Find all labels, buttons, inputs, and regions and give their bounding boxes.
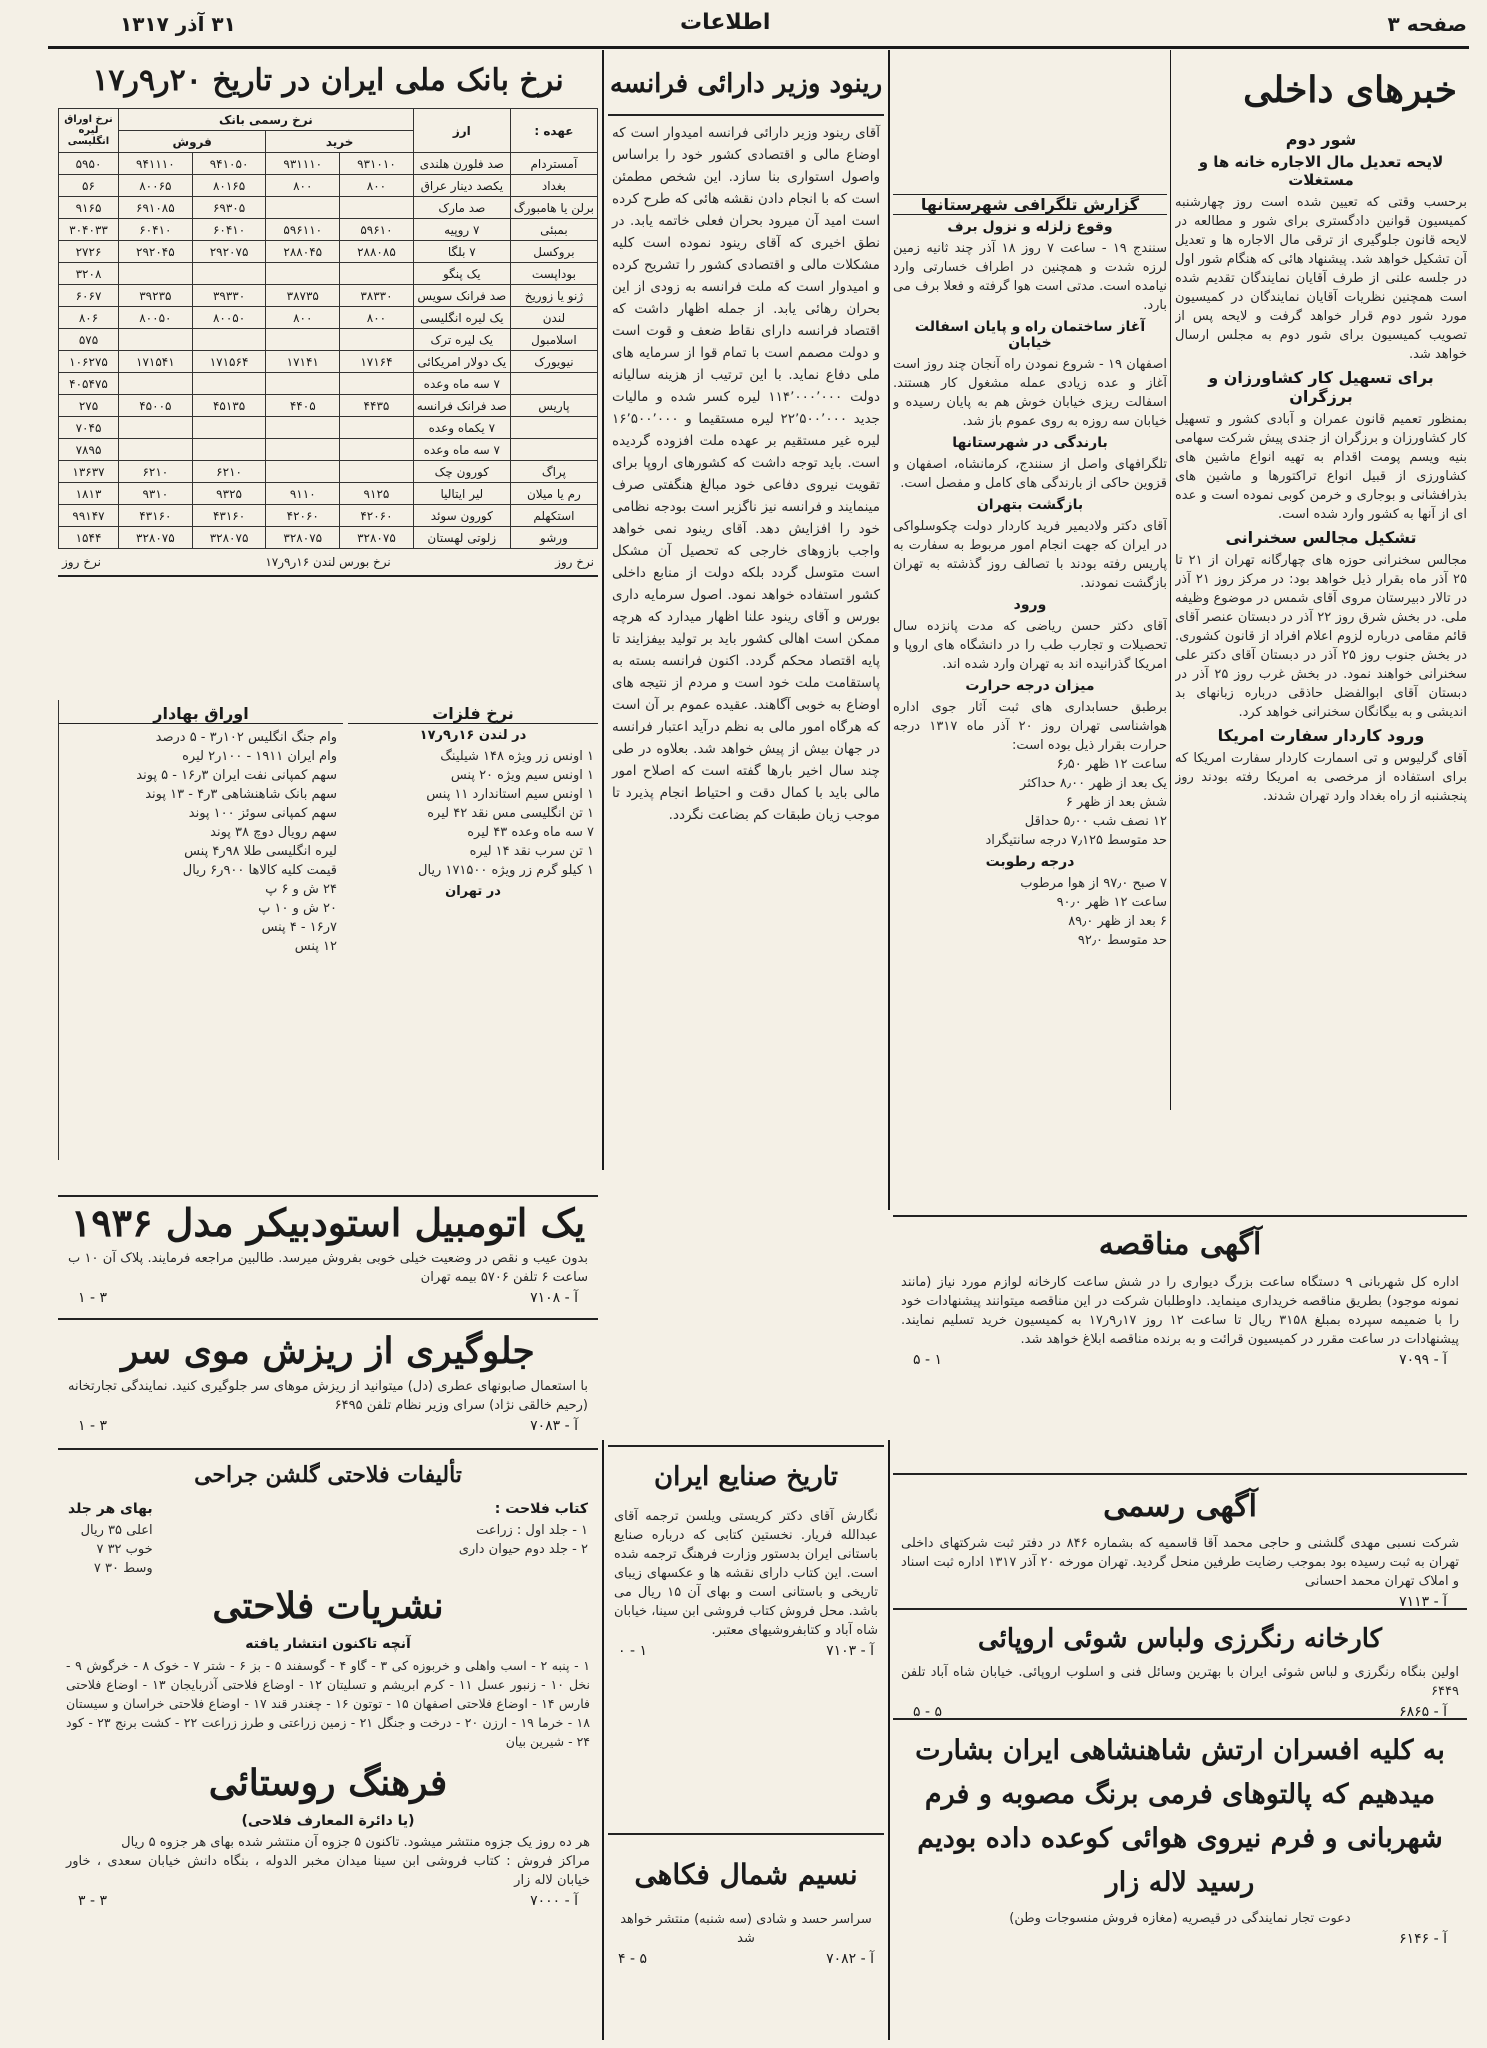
tender-ad [893, 1215, 1467, 1475]
bank-rate-cell: ۲۸۸۰۴۵ [266, 241, 340, 263]
humor-ad [608, 1840, 884, 2040]
bank-rate-cell: اسلامبول [510, 329, 597, 351]
bond-price-item: ۱۲ پنس [294, 939, 337, 954]
bank-rate-row [59, 483, 598, 505]
agri-title: نشریات فلاحتی [212, 1585, 444, 1627]
bank-rate-cell: ۲۹۲۰۴۵ [119, 241, 193, 263]
bond-price-item: سهم کمپانی سوئز ۱۰۰ پوند [188, 806, 337, 821]
header-currency: ارز [413, 109, 510, 153]
metals-title: نرخ فلزات [348, 704, 598, 724]
bank-rate-cell: ۵۹۵۰ [59, 153, 119, 175]
humor-title: نسیم شمال فکاهی [634, 1858, 858, 1891]
agri-price-item: اعلی ۳۵ ریال [80, 1523, 153, 1538]
telegram-h6: میزان درجه حرارت [965, 678, 1095, 694]
bank-rate-row [59, 219, 598, 241]
bank-rate-row [59, 373, 598, 395]
bank-rate-cell: ۱۰۶۲۷۵ [59, 351, 119, 373]
bank-rate-row [59, 241, 598, 263]
bank-rate-cell: برلن یا هامبورگ [510, 197, 597, 219]
domestic-h3: تشکیل مجالس سخنرانی [1225, 528, 1417, 547]
car-ad [58, 1195, 598, 1320]
agri-publications [58, 1455, 598, 2040]
bank-rate-cell: ۱۸۱۳ [59, 483, 119, 505]
humor-code: آ - ۷۰۸۲ [826, 1951, 874, 1967]
bank-rate-cell [266, 329, 340, 351]
finance-body: آقای رینود وزیر دارائی فرانسه امیدوار است که اوضاع مالی و اقتصادی کشور خود را براساس واصول استواری بنا سازد. این شخص مطمئن است که با انجام دادن نقشه هائی که طرح کرده است امید آن میرود بحران فعلی خاتمه یابد. در نطق اخیری که آقای رینود نموده است کلیه مشکلات مالی و اقتصادی کشور را تشریح کرده و امیدوار است که ملت فرانسه به زودی از این بحران رهائی یابد. از جمله اظهار داشت که اقتصاد فرانسه دارای نقاط ضعف و قوت است و دولت مصمم است با تمام قوا از سرمایه های ملی دفاع نماید. با این ترتیب از هزینه سالیانه دولت ۱۱۴٬۰۰۰٬۰۰۰ لیره کسر شده و مالیات جدید ۲۲٬۵۰۰٬۰۰۰ لیره مستقیما و ۱۶٬۵۰۰٬۰۰۰ لیره غیر مستقیم بر عهده ملت افزوده گردیده است. باید توجه داشت که کشورهای اروپا برای تقویت نیروی دفاعی خود مبالغ هنگفتی صرف مینمایند و فرانسه نیز ناگزیر است بودجه نظامی خود را افزایش دهد. آقای رینود نمی خواهد واجب بازوهای خارجی که تحصیل آن مشکل است متوسل گردد بلکه دولت از منابع داخلی کشور استفاده خواهد نمود. اصول سرمایه داری بورس و آقای رینود علنا اظهار میدارد که هرچه ممکن است اهالی کشور باید بر تولید بیفزایند تا پایه اقتصاد محکم گردد. اکنون فرانسه بسته به پاستقامت ملت خود است و مردم از نتیجه های اوضاع به خوبی آگاهند. عقیده عموم بر آن است که هرگاه امور مالی به نظم درآید اعتبار فرانسه در جهان بیش از پیش خواهد شد. بعلاوه در طی چند سال اخیر بارها گفته است که اصلاح امور مالی باید با کمال دقت و احتیاط انجام پذیرد تا موجب زیان طبقات کم بضاعت نگردد. [612, 125, 880, 823]
metals-tehran: در تهران [445, 884, 501, 899]
bank-rate-cell: ۵۷۵ [59, 329, 119, 351]
tender-body: اداره کل شهربانی ۹ دستگاه ساعت بزرگ دیواری را در شش ساعت کارخانه لوازم مورد نیاز (مانند نمونه موجود) بطریق مناقصه خریداری مینماید. داوطلبان شرکت در این مناقصه میتوانند پیشنهادات خود را با ضمیمه سپرده بمبلغ ۳۱۵۸ ریال تا ساعت ۱۲ روز ۱۷ر۹ر۱۷ به کمیسیون خرید تسلیم نمایند. پیشنهادات در ساعت مقرر در کمیسیون قرائت و به برنده مناقصه ابلاغ خواهد شد. [901, 1275, 1460, 1347]
bank-rate-cell [510, 417, 597, 439]
bond-price-item: سهم رویال دوچ ۳۸ پوند [210, 825, 337, 840]
bank-rate-cell [340, 461, 414, 483]
history-ad [608, 1445, 884, 1835]
humidity-reading: ۷ صبح ۹۷٫۰ از هوا مرطوب [1020, 876, 1167, 891]
tender-code: آ - ۷۰۹۹ [1399, 1352, 1447, 1368]
telegram-t6: برطبق حسابداری های ثبت آثار جوی اداره هواشناسی تهران روز ۲۰ آذر ماه ۱۳۱۷ درجه حرارت بقرار ذیل بوده است: [893, 700, 1167, 753]
bank-rate-cell [119, 329, 193, 351]
bank-rate-cell: یک لیره ترک [413, 329, 510, 351]
bank-rate-cell: ۷ روپیه [413, 219, 510, 241]
bank-rate-cell: یکصد دینار عراق [413, 175, 510, 197]
bank-rate-cell: ۳۲۰۸ [59, 263, 119, 285]
official-notice [893, 1480, 1467, 1610]
bank-rate-cell: ۸۰۰ [340, 175, 414, 197]
history-code: آ - ۷۱۰۳ [826, 1643, 874, 1659]
bank-rate-cell: ۲۷۲۶ [59, 241, 119, 263]
bank-rate-cell [266, 417, 340, 439]
agri-list: ۱ - پنبه ۲ - اسب واهلی و خربوزه کی ۳ - گاو ۴ - گوسفند ۵ - بز ۶ - شتر ۷ - خوک ۸ - خرگوش ۹ - نخل ۱۰ - زنبور عسل ۱۱ - کرم ابریشم و تسلیتان ۱۲ - اوضاع فلاحتی آذربایجان ۱۳ - اوضاع فلاحتی فارس ۱۴ - اوضاع فلاحتی اصفهان ۱۵ - توتون ۱۶ - چغندر قند ۱۷ - اوضاع فلاحتی خراسان و سیستان ۱۸ - خرما ۱۹ - ارزن ۲۰ - درخت و جنگل ۲۱ - زمین زراعتی و طرز زراعت ۲۲ - کشت برنج ۲۳ - کود ۲۴ - شیرین بیان [66, 1658, 590, 1749]
bank-rate-cell [340, 263, 414, 285]
bank-rate-cell [266, 373, 340, 395]
metals-london: در لندن ۱۶ر۹ر۱۷ [419, 728, 527, 743]
history-code-2: ۱ - ۰ [618, 1643, 648, 1659]
culture-sellers: مراکز فروش : کتاب فروشی ابن سینا میدان مخبر الدوله ، بنگاه دانش خیابان سعدی ، خاور خیابان لاله زار [66, 1854, 590, 1888]
bank-rate-cell: زلوتی لهستان [413, 527, 510, 549]
bank-rate-cell [340, 373, 414, 395]
bank-rate-cell: ۳۸۷۳۵ [266, 285, 340, 307]
column-divider [1170, 50, 1171, 1110]
agri-book-item: ۱ - جلد اول : زراعت [476, 1523, 588, 1538]
bank-rate-cell: ۶۹۳۰۵ [192, 197, 266, 219]
bank-rate-cell: ۸۰۰۶۵ [119, 175, 193, 197]
telegram-title: گزارش تلگرافی شهرستانها [893, 194, 1167, 215]
bank-rate-cell: ۷۸۹۵ [59, 439, 119, 461]
bank-rate-cell: ۶۰۴۱۰ [192, 219, 266, 241]
temperature-reading: شش بعد از ظهر ۶ [1065, 795, 1167, 810]
bond-price-item: ۲۴ ش و ۶ پ [265, 882, 337, 897]
telegram-news [893, 190, 1167, 1200]
bank-rate-cell: ۷ سه ماه وعده [413, 373, 510, 395]
bank-rate-row [59, 417, 598, 439]
bank-rate-cell [266, 197, 340, 219]
bond-price-item: وام ایران ۱۹۱۱ - ۱۰۰ر۲ لیره [182, 749, 337, 764]
bank-rate-cell: ۹۱۱۰ [266, 483, 340, 505]
metal-price-item: ۱ اونس زر ویژه ۱۴۸ شیلینگ [440, 749, 594, 764]
history-title: تاریخ صنایع ایران [654, 1462, 838, 1492]
humor-sub: سراسر حسد و شادی (سه شنبه) منتشر خواهد شد [620, 1912, 872, 1946]
bank-rate-cell: ۳۲۸۰۷۵ [192, 527, 266, 549]
bank-rate-row [59, 263, 598, 285]
bank-rate-cell: ژنو یا زوریخ [510, 285, 597, 307]
metal-price-item: ۷ سه ماه وعده ۴۳ لیره [467, 825, 594, 840]
bank-rate-cell: ۸۰۰ [340, 307, 414, 329]
temperature-average: حد متوسط ۷٫۱۲۵ درجه سانتیگراد [985, 833, 1167, 848]
bank-rate-row [59, 527, 598, 549]
domestic-news [1175, 54, 1467, 1214]
bank-rates-section [58, 54, 598, 694]
header-official-rate: نرخ رسمی بانک [119, 109, 414, 131]
dye-body: اولین بنگاه رنگرزی و لباس شوئی ایران با بهترین وسائل فنی و اسلوب اروپائی. خیابان شاه آباد تلفن ۶۴۴۹ [901, 1665, 1459, 1699]
bank-rate-cell: ۹۳۱۰۱۰ [340, 153, 414, 175]
column-divider [888, 1440, 890, 2040]
army-code: آ - ۶۱۴۶ [1399, 1931, 1447, 1947]
bank-rate-cell: صد فلورن هلندی [413, 153, 510, 175]
bank-rate-row [59, 439, 598, 461]
bank-rate-cell: ۴۰۵۴۷۵ [59, 373, 119, 395]
bank-rate-cell: ۷ بلگا [413, 241, 510, 263]
metal-price-item: ۱ تن سرب نقد ۱۴ لیره [469, 844, 594, 859]
bank-rate-cell: ۹۳۱۱۱۰ [266, 153, 340, 175]
hair-ad-body: با استعمال صابونهای عطری (دل) میتوانید از ریزش موهای سر جلوگیری کنید. نمایندگی تجارتخانه (رحیم خالقی نژاد) سرای وزیر نظام تلفن ۶۴۹۵ [68, 1379, 588, 1413]
bank-rate-cell: استکهلم [510, 505, 597, 527]
bank-rate-cell: ۱۷۱۵۶۴ [192, 351, 266, 373]
domestic-t2: بمنظور تعمیم قانون عمران و آبادی کشور و تسهیل کار کشاورزان و برزگران از جندی پیش شرکت سهامی بنیه ویسم پومت اقدام به تهیه انواع ماشین های کشاورزی از قبیل انواع تراکتورها و ماشین های بذرافشانی و بوجاری و خرمن کوبی نموده است و عده ای از آنها به کشور وارد شده است. [1175, 412, 1467, 522]
bond-price-item: ۲۰ ش و ۱۰ پ [258, 901, 337, 916]
humor-code-2: ۵ - ۴ [618, 1951, 648, 1967]
car-ad-title: یک اتومبیل استودبیکر مدل ۱۹۳۶ [70, 1200, 586, 1245]
dye-ad [893, 1615, 1467, 1720]
bank-rate-cell: ۳۲۸۰۷۵ [119, 527, 193, 549]
domestic-h4: ورود کاردار سفارت امریکا [1217, 726, 1425, 745]
domestic-h2: برای تسهیل کار کشاورزان و برزگران [1208, 368, 1434, 406]
page-number: صفحه ۳ [1387, 12, 1467, 36]
army-ad [893, 1725, 1467, 2040]
bank-rate-cell: ۴۲۰۶۰ [266, 505, 340, 527]
telegram-t1: سنندج ۱۹ - ساعت ۷ روز ۱۸ آذر چند ثانیه زمین لرزه شدت و همچنین در اطراف خسارتی وارد نیامده است. مدتی است هوا گرفته و فعلا برف می بارد. [893, 241, 1167, 313]
bank-rate-cell: ۲۸۸۰۸۵ [340, 241, 414, 263]
header-pound-rate: نرخ اوراق لیره انگلیسی [59, 109, 119, 153]
bank-rate-cell [192, 329, 266, 351]
bank-rate-cell: پراگ [510, 461, 597, 483]
bank-rate-cell: یک دولار امریکائی [413, 351, 510, 373]
bank-rate-cell: ۲۹۲۰۷۵ [192, 241, 266, 263]
dye-title: کارخانه رنگرزی ولباس شوئی اروپائی [977, 1624, 1383, 1654]
bank-rate-cell [119, 373, 193, 395]
bank-rate-cell [192, 263, 266, 285]
bank-rate-cell: ۹۹۱۴۷ [59, 505, 119, 527]
finance-title: رینود وزیر دارائی فرانسه [608, 54, 884, 116]
culture-body: هر ده روز یک جزوه منتشر میشود. تاکنون ۵ جزوه آن منتشر شده بهای هر جزوه ۵ ریال [121, 1835, 590, 1850]
bank-rate-row [59, 307, 598, 329]
bank-rate-cell: ۵۶ [59, 175, 119, 197]
bond-price-item: سهم بانک شاهنشاهی ۳ر۴ - ۱۳ پوند [145, 787, 337, 802]
bank-rate-cell: ۱۷۱۵۴۱ [119, 351, 193, 373]
bank-rate-cell: ۱۷۱۴۱ [266, 351, 340, 373]
bank-rate-cell: ۷۰۴۵ [59, 417, 119, 439]
bank-rate-cell: بوداپست [510, 263, 597, 285]
column-divider [888, 50, 890, 1210]
bank-rate-cell: ۲۷۵ [59, 395, 119, 417]
agri-book-item: ۲ - جلد دوم حیوان داری [458, 1542, 588, 1557]
bank-rates-table [58, 108, 598, 549]
official-body: شرکت نسبی مهدی گلشنی و حاجی محمد آقا قاسمیه که بشماره ۸۴۶ در دفتر ثبت شرکتهای داخلی تهران به ثبت رسیده بود بموجب رضایت طرفین منحل گردید. تهران مورخه ۲۰ آذر ۱۳۱۷ اداره ثبت اسناد و املاک تهران محمد احسانی [901, 1536, 1460, 1589]
header-obligation: عهده : [510, 109, 597, 153]
agri-top-title: تألیفات فلاحتی گلشن جراحی [194, 1462, 462, 1488]
bonds-title: اوراق بهادار [59, 704, 343, 724]
bank-rate-cell: ۵۹۶۱۱۰ [266, 219, 340, 241]
bank-rate-cell: ۵۹۶۱۰ [340, 219, 414, 241]
temperature-reading: ساعت ۱۲ ظهر ۶٫۵۰ [1056, 757, 1167, 772]
bank-rate-cell: بروکسل [510, 241, 597, 263]
bank-rate-cell: یک لیره انگلیسی [413, 307, 510, 329]
bank-rate-cell: ۸۰۶ [59, 307, 119, 329]
bank-rate-cell: پاریس [510, 395, 597, 417]
bank-rate-row [59, 505, 598, 527]
column-divider [602, 1440, 604, 2040]
bank-rate-cell [510, 439, 597, 461]
humidity-reading: ۶ بعد از ظهر ۸۹٫۰ [1068, 914, 1167, 929]
bank-rate-cell: یک پنگو [413, 263, 510, 285]
tender-code-2: ۱ - ۵ [913, 1352, 943, 1368]
bank-rate-cell: ۹۴۱۱۱۰ [119, 153, 193, 175]
telegram-h1: وقوع زلزله و نزول برف [947, 219, 1113, 235]
tender-title: آگهی مناقصه [1098, 1227, 1262, 1262]
metal-price-item: ۱ کیلو گرم زر ویژه ۱۷۱۵۰۰ ریال [418, 863, 594, 878]
bank-rate-cell: لندن [510, 307, 597, 329]
bank-rate-cell: نیویورک [510, 351, 597, 373]
header-sell: فروش [119, 131, 266, 153]
bank-rate-cell: ۳۲۸۰۷۵ [266, 527, 340, 549]
telegram-t3: تلگرافهای واصل از سنندج، کرمانشاه، اصفهان و قزوین حاکی از بارندگی های کامل و مفصل است. [893, 457, 1167, 491]
car-ad-body: بدون عیب و نقص در وضعیت خیلی خوبی بفروش میرسد. طالبین مراجعه فرمایند. پلاک آن ۱۰ ب ساعت ۶ تلفن ۵۷۰۶ بیمه تهران [68, 1251, 588, 1285]
car-ad-code: آ - ۷۱۰۸ [530, 1290, 578, 1306]
agri-price-item: وسط ۳۰ ۷ [93, 1561, 153, 1576]
bank-rate-cell: ۹۱۶۵ [59, 197, 119, 219]
bank-rate-cell [266, 439, 340, 461]
telegram-h4: بازگشت بتهران [976, 497, 1084, 513]
bank-rate-row [59, 351, 598, 373]
bank-rate-row [59, 395, 598, 417]
bank-rate-cell: آمستردام [510, 153, 597, 175]
bank-rate-cell: ۸۰۱۶۵ [192, 175, 266, 197]
bank-rate-cell: ۹۴۱۰۵۰ [192, 153, 266, 175]
dye-code-2: ۵ - ۵ [913, 1704, 943, 1720]
domestic-h1b: لایحه تعدیل مال الاجاره خانه ها و مستغلات [1198, 153, 1444, 189]
metal-price-item: ۱ تن انگلیسی مس نقد ۴۲ لیره [427, 806, 594, 821]
bank-rate-cell: ۴۵۱۳۵ [192, 395, 266, 417]
domestic-t1: برحسب وقتی که تعیین شده است روز چهارشنبه کمیسیون قوانین دادگستری برای شور و مطالعه در لایحه قانون جلوگیری از ترقی مال الاجاره ها و تعدیل آن تشکیل خواهد شد. پیشنهاد هائی که هنگام شور اول در جلسه علنی از طرف آقایان نمایندگان تقدیم شده است همچنین نظریات آقایان نمایندگان در کمیسیون مورد شور دوم قرار خواهد گرفت و لایحه پس از تصویب کمیسیون برای شور دوم به مجلس ارسال خواهد شد. [1175, 195, 1467, 362]
masthead-rule [48, 46, 1469, 49]
bond-price-item: لیره انگلیسی طلا ۹۸ر۴ پنس [184, 844, 337, 859]
telegram-t4: آقای دکتر ولادیمیر فرید کاردار دولت چکوسلواکی در ایران که جهت انجام امور مربوط به سفارت به پاریس رفته بودند با تصالف روز گذشته به تهران بازگشت نمودند. [893, 519, 1167, 591]
bank-rate-cell [119, 417, 193, 439]
agri-book-label: کتاب فلاحت : [494, 1501, 588, 1517]
bank-rate-cell [340, 197, 414, 219]
bond-price-item: سهم کمپانی نفت ایران ۳ر۱۶ - ۵ پوند [136, 768, 337, 783]
bond-price-item: ۷ر۱۶ - ۴ پنس [261, 920, 337, 935]
bank-rate-cell: صد فرانک سویس [413, 285, 510, 307]
hair-ad-code: آ - ۷۰۸۳ [530, 1418, 578, 1434]
bank-rate-cell: کورون چک [413, 461, 510, 483]
bank-rate-cell: ۴۵۰۰۵ [119, 395, 193, 417]
bank-rate-cell: ۴۳۱۶۰ [192, 505, 266, 527]
bank-rate-cell: ۳۰۴۰۳۳ [59, 219, 119, 241]
bank-rate-cell [192, 439, 266, 461]
army-body: به کلیه افسران ارتش شاهنشاهی ایران بشارت میدهیم که پالتوهای فرمی برنگ مصوبه و فرم شهربانی و فرم نیروی هوائی کوعده داده بودیم رسید لاله زار [915, 1735, 1445, 1898]
issue-date: ۳۱ آذر ۱۳۱۷ [120, 12, 236, 36]
car-ad-code-2: ۳ - ۱ [78, 1290, 108, 1306]
hair-ad-code-2: ۳ - ۱ [78, 1418, 108, 1434]
bank-rate-cell: ۷ یکماه وعده [413, 417, 510, 439]
bank-rate-cell: ورشو [510, 527, 597, 549]
bank-rate-cell: صد مارک [413, 197, 510, 219]
bank-rate-cell: ۴۳۱۶۰ [119, 505, 193, 527]
bank-rates-title: نرخ بانک ملی ایران در تاریخ ۲۰ر۹ر۱۷ [92, 63, 564, 98]
hair-ad-title: جلوگیری از ریزش موی سر [121, 1330, 535, 1372]
bank-rate-cell: ۷ سه ماه وعده [413, 439, 510, 461]
telegram-t2: اصفهان ۱۹ - شروع نمودن راه آنجان چند روز است آغاز و عده زیادی عمله مشغول کار هستند. اسفالت ریزی خیابان خوش هم به پایان رسیده و خیابان سه روزه به روی عموم باز شد. [893, 357, 1167, 429]
culture-code: آ - ۷۰۰۰ [530, 1893, 578, 1909]
bank-rate-row [59, 461, 598, 483]
bank-rate-cell: ۸۰۰ [266, 307, 340, 329]
metal-price-item: ۱ اونس سیم ویژه ۲۰ پنس [450, 768, 594, 783]
bank-rate-cell [340, 329, 414, 351]
bank-rate-cell: رم یا میلان [510, 483, 597, 505]
humidity-reading: ساعت ۱۲ ظهر ۹۰٫۰ [1056, 895, 1167, 910]
bank-rate-cell: ۳۸۳۳۰ [340, 285, 414, 307]
bank-rate-row [59, 329, 598, 351]
humidity-reading: حد متوسط ۹۲٫۰ [1077, 933, 1167, 948]
bank-rate-cell [192, 373, 266, 395]
temperature-reading: ۱۲ نصف شب ۵٫۰۰ حداقل [1024, 814, 1167, 829]
bank-rate-row [59, 285, 598, 307]
bank-rate-row [59, 175, 598, 197]
culture-title: فرهنگ روستائی [208, 1762, 448, 1804]
bank-rate-cell: ۸۰۰۵۰ [119, 307, 193, 329]
bank-rate-cell: ۴۴۰۵ [266, 395, 340, 417]
domestic-h1: شور دوم [1285, 130, 1357, 149]
bank-rate-cell [340, 417, 414, 439]
bank-rate-row [59, 153, 598, 175]
army-sub: دعوت تجار نمایندگی در قیصریه (مغازه فروش منسوجات وطن) [1009, 1911, 1351, 1926]
domestic-t3: مجالس سخنرانی حوزه های چهارگانه تهران از ۲۱ تا ۲۵ آذر ماه بقرار ذیل خواهد بود: در مرکز روز ۲۱ آذر در تالار دبیرستان مروی آقای شمس در موضوع وظیفه ملی. در بخش شرق روز ۲۲ آذر در دبستان عنصر آقای قائم مقامی درباره لزوم اعلام افراد از قانون کشوری. در بخش جنوب روز ۲۵ آذر در دبستان آقای دکتر علی سخنرانی خواهند نمود. در بخش غرب روز ۲۵ آذر در دبستان آقای ابوالفضل حاذقی درباره زبانهای بد اندیشی و به بیگانگان سخنرانی خواهد کرد. [1175, 553, 1467, 720]
telegram-h7: درجه رطوبت [985, 854, 1075, 870]
official-title: آگهی رسمی [1103, 1489, 1257, 1524]
bank-rate-cell: ۱۳۶۳۷ [59, 461, 119, 483]
telegram-h2: آغاز ساختمان راه و پایان اسفالت خیابان [914, 319, 1146, 351]
culture-code-2: ۳ - ۳ [78, 1893, 108, 1909]
bank-rate-cell [510, 373, 597, 395]
bank-rate-cell: ۱۵۴۴ [59, 527, 119, 549]
bank-rate-cell: ۴۲۰۶۰ [340, 505, 414, 527]
bank-rate-cell [192, 417, 266, 439]
agri-book-block [459, 1497, 588, 1578]
bank-rate-cell [119, 263, 193, 285]
bank-rate-cell [340, 439, 414, 461]
bank-rate-cell: کورون سوئد [413, 505, 510, 527]
dye-code: آ - ۶۸۶۵ [1399, 1704, 1447, 1720]
bonds-section [58, 700, 343, 1160]
domestic-t4: آقای گرلیوس و تی اسمارت کاردار سفارت امریکا که برای استفاده از مرخصی به امریکا رفته بودند روز پنجشنبه از راه بغداد وارد تهران شدند. [1175, 751, 1467, 804]
bank-rate-cell: بغداد [510, 175, 597, 197]
culture-subtitle: (یا دائرة المعارف فلاحی) [241, 1813, 415, 1829]
bank-rate-cell: ۶۹۱۰۸۵ [119, 197, 193, 219]
bank-rate-cell: ۶۲۱۰ [192, 461, 266, 483]
bank-rate-cell: بمبئی [510, 219, 597, 241]
bank-footer-london: نرخ بورس لندن ۱۶ر۹ر۱۷ [265, 555, 391, 569]
bank-rate-row [59, 197, 598, 219]
official-code: آ - ۷۱۱۳ [1399, 1594, 1447, 1610]
hair-ad [58, 1325, 598, 1450]
bank-rate-cell: ۶۲۱۰ [119, 461, 193, 483]
domestic-title: خبرهای داخلی [1243, 69, 1457, 111]
bank-rate-cell: صد فرانک فرانسه [413, 395, 510, 417]
finance-article [608, 54, 884, 1434]
bank-rate-cell: ۸۰۰ [266, 175, 340, 197]
bank-rate-cell: ۳۹۲۳۵ [119, 285, 193, 307]
bank-rate-cell: ۴۴۳۵ [340, 395, 414, 417]
temperature-reading: یک بعد از ظهر ۸٫۰۰ حداکثر [1020, 776, 1167, 791]
agri-price-label: بهای هر جلد [68, 1501, 153, 1517]
bank-rate-cell: ۹۱۲۵ [340, 483, 414, 505]
agri-subtitle: آنچه تاکنون انتشار یافته [245, 1636, 411, 1652]
bank-rate-cell: ۶۰۶۷ [59, 285, 119, 307]
metal-price-item: ۱ اونس سیم استاندارد ۱۱ پنس [426, 787, 594, 802]
telegram-t5: آقای دکتر حسن ریاضی که مدت پانزده سال تحصیلات و تجارب طب را در دانشگاه های اروپا و امریکا گذرانیده اند به تهران وارد شده اند. [893, 619, 1167, 672]
bank-rate-cell: ۸۰۰۵۰ [192, 307, 266, 329]
history-body: نگارش آقای دکتر کریستی ویلسن ترجمه آقای عبدالله فریار. نخستین کتابی که درباره صنایع باستانی ایران بدستور وزارت فرهنگ ترجمه شده است. این کتاب دارای نقشه ها و عکسهای زیبای تاریخی و باستانی است و بهای آن ۱۵ ریال می باشد. محل فروش کتاب فروشی ابن سینا، خیابان شاه آباد و کتابفروشیهای معتبر. [614, 1509, 879, 1638]
column-divider [602, 50, 604, 1170]
bank-rate-cell: ۹۳۲۵ [192, 483, 266, 505]
telegram-h3: بارندگی در شهرستانها [952, 435, 1108, 451]
newspaper-name: اطلاعات [680, 10, 771, 35]
bank-footer-daily: نرخ روز [555, 555, 594, 569]
header-buy: خرید [266, 131, 413, 153]
metals-section [348, 700, 598, 1160]
bank-rate-cell [119, 439, 193, 461]
bank-rate-cell: ۳۹۳۳۰ [192, 285, 266, 307]
bank-rate-cell: لیر ایتالیا [413, 483, 510, 505]
agri-price-block [68, 1497, 153, 1578]
bank-rate-cell [266, 263, 340, 285]
bank-rate-cell: ۹۳۱۰ [119, 483, 193, 505]
bank-footer-daily-2: نرخ روز [62, 555, 101, 569]
bank-rate-cell: ۶۰۴۱۰ [119, 219, 193, 241]
bank-rate-cell [266, 461, 340, 483]
telegram-h5: ورود [1013, 597, 1047, 613]
bond-price-item: وام جنگ انگلیس ۱۰۲ر۳ - ۵ درصد [155, 730, 337, 745]
bank-rate-cell: ۱۷۱۶۴ [340, 351, 414, 373]
bond-price-item: قیمت کلیه کالاها ۹۰۰ر۶ ریال [182, 863, 337, 878]
bank-rate-cell: ۳۲۸۰۷۵ [340, 527, 414, 549]
agri-price-item: خوب ۳۲ ۷ [96, 1542, 153, 1557]
